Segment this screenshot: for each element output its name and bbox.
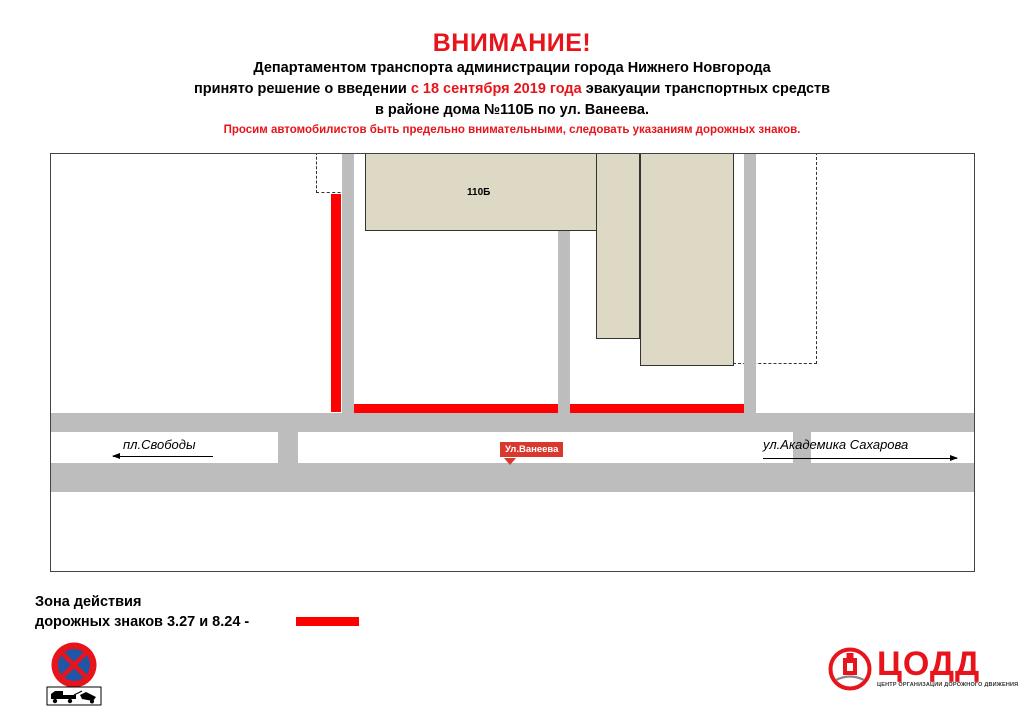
notice-header	[0, 28, 1024, 139]
notice-title: ВНИМАНИЕ!	[432, 29, 592, 57]
legend-line-2: дорожных знаков 3.27 и 8.24 -	[35, 614, 250, 630]
notice-date: с 18 сентября 2019 года	[410, 81, 582, 97]
direction-arrow-left	[113, 456, 213, 457]
legend	[35, 592, 249, 632]
notice-line-3: в районе дома №110Б по ул. Ванеева.	[374, 102, 649, 118]
legend-line-1: Зона действия	[35, 594, 142, 610]
building-annex-2	[640, 153, 734, 366]
street-marker: Ул.Ванеева	[500, 442, 563, 457]
building-label: 110Б	[467, 187, 491, 198]
legend-zone-swatch	[296, 617, 359, 626]
no-parking-zone-vertical	[331, 194, 341, 412]
logo-name: ЦОДД	[877, 645, 981, 683]
no-stopping-sign-icon	[50, 641, 98, 689]
no-parking-zone-segment-2	[570, 404, 744, 413]
notice-line-1: Департаментом транспорта администрации города Нижнего Новгорода	[253, 60, 771, 76]
driveway-1	[342, 154, 354, 414]
notice-line-2	[0, 79, 1024, 100]
street-marker-pin	[504, 458, 516, 465]
road-north-carriageway	[51, 413, 975, 432]
driveway-3	[744, 154, 756, 414]
no-parking-zone-segment-1	[354, 404, 558, 413]
driveway-2	[558, 231, 570, 414]
direction-arrow-right	[763, 458, 957, 459]
tow-truck-icon	[46, 686, 102, 706]
building-annex-1	[596, 153, 640, 339]
road-crossing-left	[278, 432, 298, 463]
road-south-carriageway	[51, 463, 975, 492]
street-label-right: ул.Академика Сахарова	[763, 437, 909, 452]
logo-subtitle: ЦЕНТР ОРГАНИЗАЦИИ ДОРОЖНОГО ДВИЖЕНИЯ	[877, 682, 1019, 688]
notice-appeal: Просим автомобилистов быть предельно внимательными, следовать указаниям дорожных знаков.	[223, 124, 801, 136]
area-map	[50, 153, 975, 572]
notice-line-2-start: принято решение о введении	[193, 81, 411, 97]
notice-line-2-end: эвакуации транспортных средств	[581, 81, 831, 97]
street-label-left: пл.Свободы	[123, 437, 196, 452]
